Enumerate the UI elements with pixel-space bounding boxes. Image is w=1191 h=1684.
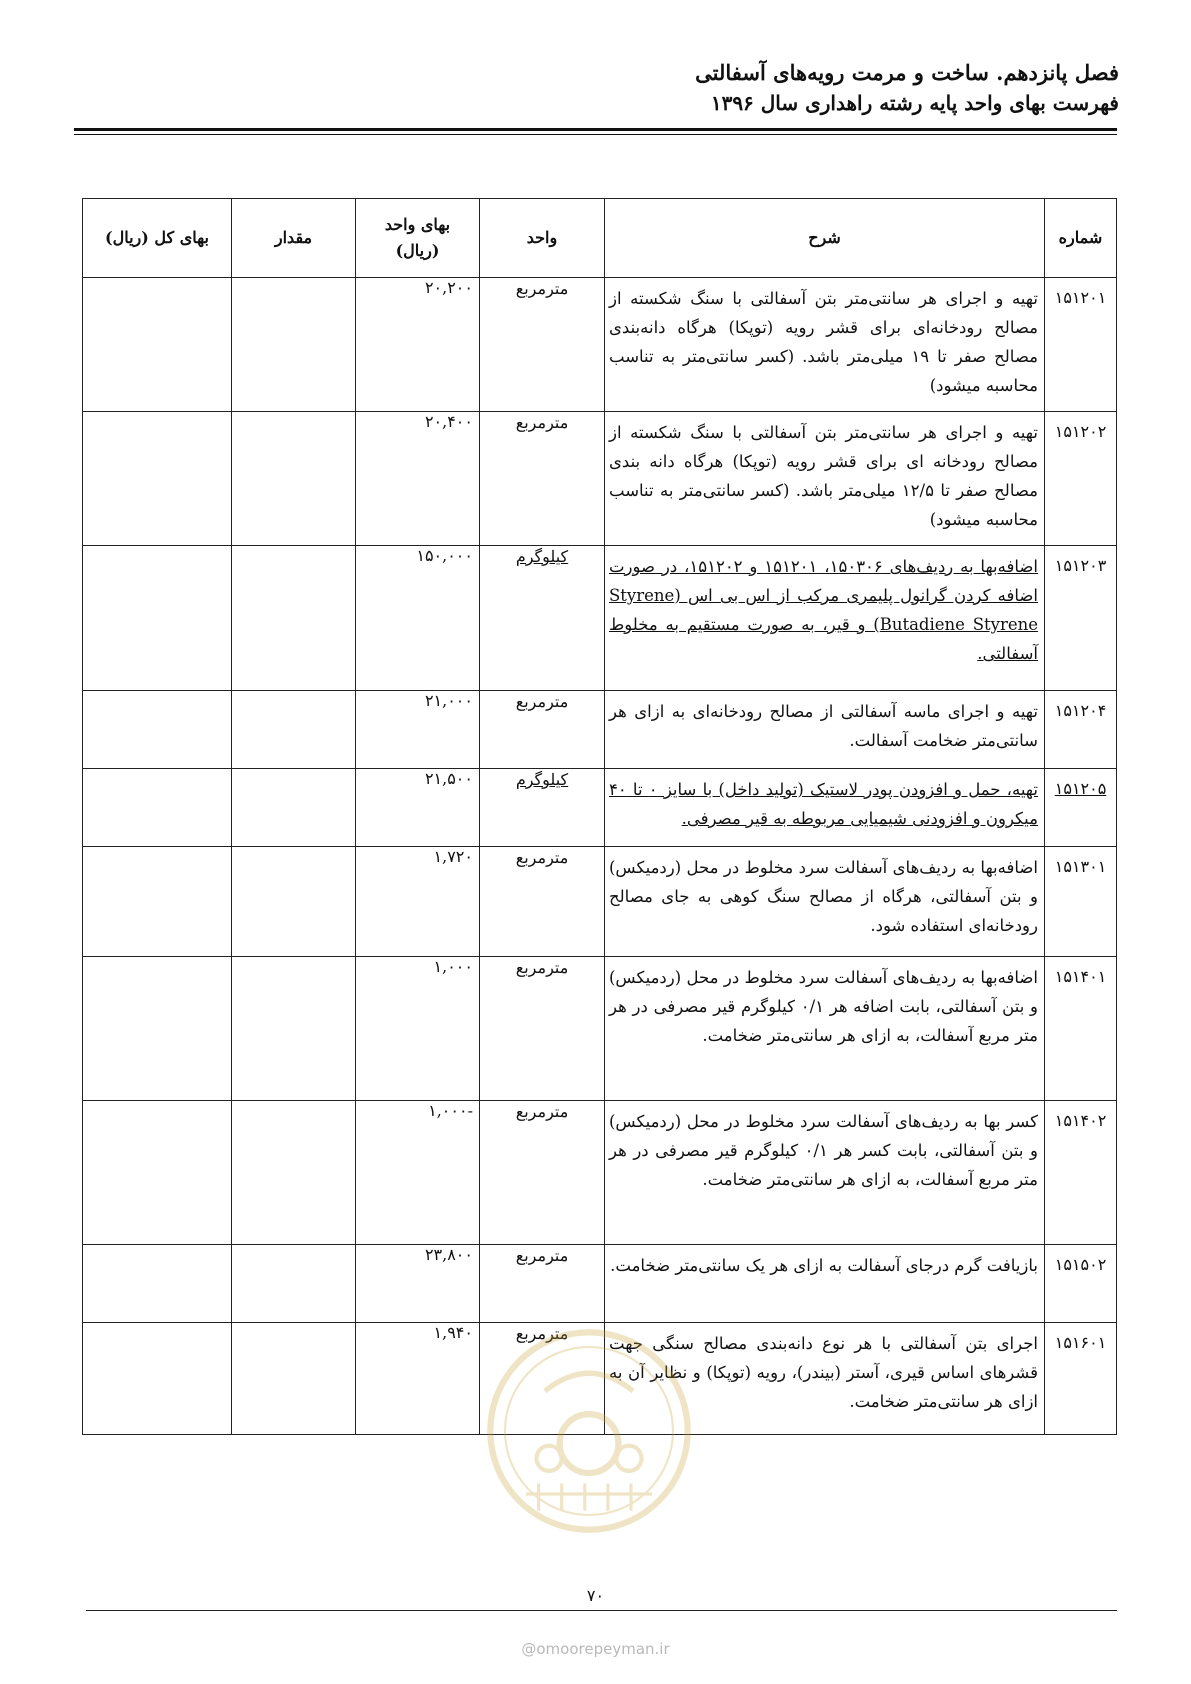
row-description: بازیافت گرم درجای آسفالت به ازای هر یک سانتی‌متر ضخامت. (605, 1245, 1045, 1323)
row-quantity (232, 1101, 356, 1245)
row-number: ۱۵۱۵۰۲ (1045, 1245, 1117, 1323)
col-unit-price-header (356, 199, 480, 278)
row-number: ۱۵۱۲۰۲ (1045, 412, 1117, 546)
table-row (83, 1245, 1117, 1323)
row-quantity (232, 412, 356, 546)
row-unit-price: ۱,۰۰۰ (356, 957, 480, 1101)
table-row (83, 1101, 1117, 1245)
row-number: ۱۵۱۲۰۴ (1045, 691, 1117, 769)
row-unit-price: ۱,۹۴۰ (356, 1323, 480, 1435)
row-unit: مترمربع (480, 278, 605, 412)
unit-price-header-line2: (ریال) (395, 241, 440, 260)
row-total (83, 1323, 232, 1435)
table-row (83, 769, 1117, 847)
row-number: ۱۵۱۲۰۵ (1045, 769, 1117, 847)
watermark-seal-icon (484, 1326, 694, 1536)
row-total (83, 278, 232, 412)
row-description: اضافه‌بها به ردیف‌های ۱۵۰۳۰۶، ۱۵۱۲۰۱ و ۱۵۱۲۰۲، در صورت اضافه کردن گرانول پلیمری مرکب از اس بی اس (Styrene Butadiene Styrene) و قیر، به صورت مستقیم به مخلوط آسفالتی. (605, 546, 1045, 691)
row-unit-price: ۲۰,۲۰۰ (356, 278, 480, 412)
price-table (82, 198, 1117, 1435)
row-unit-price: ۲۰,۴۰۰ (356, 412, 480, 546)
price-list-title: فهرست بهای واحد پایه رشته راهداری سال ۱۳۹۶ (710, 91, 1119, 115)
table-row (83, 278, 1117, 412)
col-description-header: شرح (605, 199, 1045, 278)
col-number-header: شماره (1045, 199, 1117, 278)
page-number: ۷۰ (586, 1586, 605, 1605)
table-row (83, 546, 1117, 691)
row-total (83, 412, 232, 546)
row-quantity (232, 847, 356, 957)
col-quantity-header: مقدار (232, 199, 356, 278)
row-description: کسر بها به ردیف‌های آسفالت سرد مخلوط در محل (ردمیکس) و بتن آسفالتی، بابت کسر هر ۰/۱ کیلوگرم قیر مصرفی در هر متر مربع آسفالت، به ازای هر سانتی‌متر ضخامت. (605, 1101, 1045, 1245)
table-row (83, 847, 1117, 957)
row-quantity (232, 546, 356, 691)
row-unit-price: -۱,۰۰۰ (356, 1101, 480, 1245)
row-total (83, 546, 232, 691)
row-quantity (232, 278, 356, 412)
row-description: تهیه و اجرای هر سانتی‌متر بتن آسفالتی با سنگ شکسته از مصالح رودخانه ای برای قشر رویه (توپکا) هرگاه دانه بندی مصالح صفر تا ۱۲/۵ میلی‌متر باشد. (کسر سانتی‌متر به تناسب محاسبه میشود) (605, 412, 1045, 546)
row-description: اضافه‌بها به ردیف‌های آسفالت سرد مخلوط در محل (ردمیکس) و بتن آسفالتی، هرگاه از مصالح سنگ کوهی به جای مصالح رودخانه‌ای استفاده شود. (605, 847, 1045, 957)
table-row (83, 957, 1117, 1101)
row-description: تهیه، حمل و افزودن پودر لاستیک (تولید داخل) با سایز ۰ تا ۴۰ میکرون و افزودنی شیمیایی مربوطه به قیر مصرفی. (605, 769, 1045, 847)
row-total (83, 691, 232, 769)
row-number: ۱۵۱۳۰۱ (1045, 847, 1117, 957)
row-description: تهیه و اجرای ماسه آسفالتی از مصالح رودخانه‌ای به ازای هر سانتی‌متر ضخامت آسفالت. (605, 691, 1045, 769)
row-unit: مترمربع (480, 1323, 605, 1435)
row-total (83, 957, 232, 1101)
row-unit: مترمربع (480, 847, 605, 957)
row-number: ۱۵۱۲۰۱ (1045, 278, 1117, 412)
header-rule-thin (74, 134, 1117, 135)
row-unit: کیلوگرم (480, 546, 605, 691)
col-total-header: بهای کل (ریال) (83, 199, 232, 278)
row-unit: مترمربع (480, 957, 605, 1101)
footer-rule (86, 1610, 1117, 1611)
row-description: تهیه و اجرای هر سانتی‌متر بتن آسفالتی با سنگ شکسته از مصالح رودخانه‌ای برای قشر رویه (توپکا) هرگاه دانه‌بندی مصالح صفر تا ۱۹ میلی‌متر باشد. (کسر سانتی‌متر به تناسب محاسبه میشود) (605, 278, 1045, 412)
row-quantity (232, 1323, 356, 1435)
unit-price-header-line1: بهای واحد (384, 215, 451, 234)
row-total (83, 769, 232, 847)
row-description: اضافه‌بها به ردیف‌های آسفالت سرد مخلوط در محل (ردمیکس) و بتن آسفالتی، بابت اضافه هر ۰/۱ کیلوگرم قیر مصرفی در هر متر مربع آسفالت، به ازای هر سانتی‌متر ضخامت. (605, 957, 1045, 1101)
row-quantity (232, 691, 356, 769)
row-unit: مترمربع (480, 1101, 605, 1245)
row-total (83, 1101, 232, 1245)
row-unit: مترمربع (480, 412, 605, 546)
row-number: ۱۵۱۶۰۱ (1045, 1323, 1117, 1435)
row-number: ۱۵۱۲۰۳ (1045, 546, 1117, 691)
website-watermark: @omoorepeyman.ir (521, 1640, 670, 1658)
table-row (83, 412, 1117, 546)
row-number: ۱۵۱۴۰۲ (1045, 1101, 1117, 1245)
row-unit-price: ۱,۷۲۰ (356, 847, 480, 957)
row-quantity (232, 957, 356, 1101)
chapter-title: فصل پانزدهم. ساخت و مرمت رویه‌های آسفالتی (695, 60, 1119, 85)
page-header (72, 58, 1119, 118)
row-unit-price: ۲۱,۵۰۰ (356, 769, 480, 847)
row-total (83, 847, 232, 957)
col-unit-header: واحد (480, 199, 605, 278)
row-number: ۱۵۱۴۰۱ (1045, 957, 1117, 1101)
row-total (83, 1245, 232, 1323)
table-header-row (83, 199, 1117, 278)
row-unit: مترمربع (480, 1245, 605, 1323)
row-description: اجرای بتن آسفالتی با هر نوع دانه‌بندی مصالح سنگی جهت قشرهای اساس قیری، آستر (بیندر)، رویه (توپکا) و نظایر آن به ازای هر سانتی‌متر ضخامت. (605, 1323, 1045, 1435)
row-unit-price: ۱۵۰,۰۰۰ (356, 546, 480, 691)
row-unit: مترمربع (480, 691, 605, 769)
header-rule-thick (74, 128, 1117, 131)
table-row (83, 691, 1117, 769)
row-unit-price: ۲۱,۰۰۰ (356, 691, 480, 769)
row-quantity (232, 1245, 356, 1323)
row-unit: کیلوگرم (480, 769, 605, 847)
row-unit-price: ۲۳,۸۰۰ (356, 1245, 480, 1323)
row-quantity (232, 769, 356, 847)
